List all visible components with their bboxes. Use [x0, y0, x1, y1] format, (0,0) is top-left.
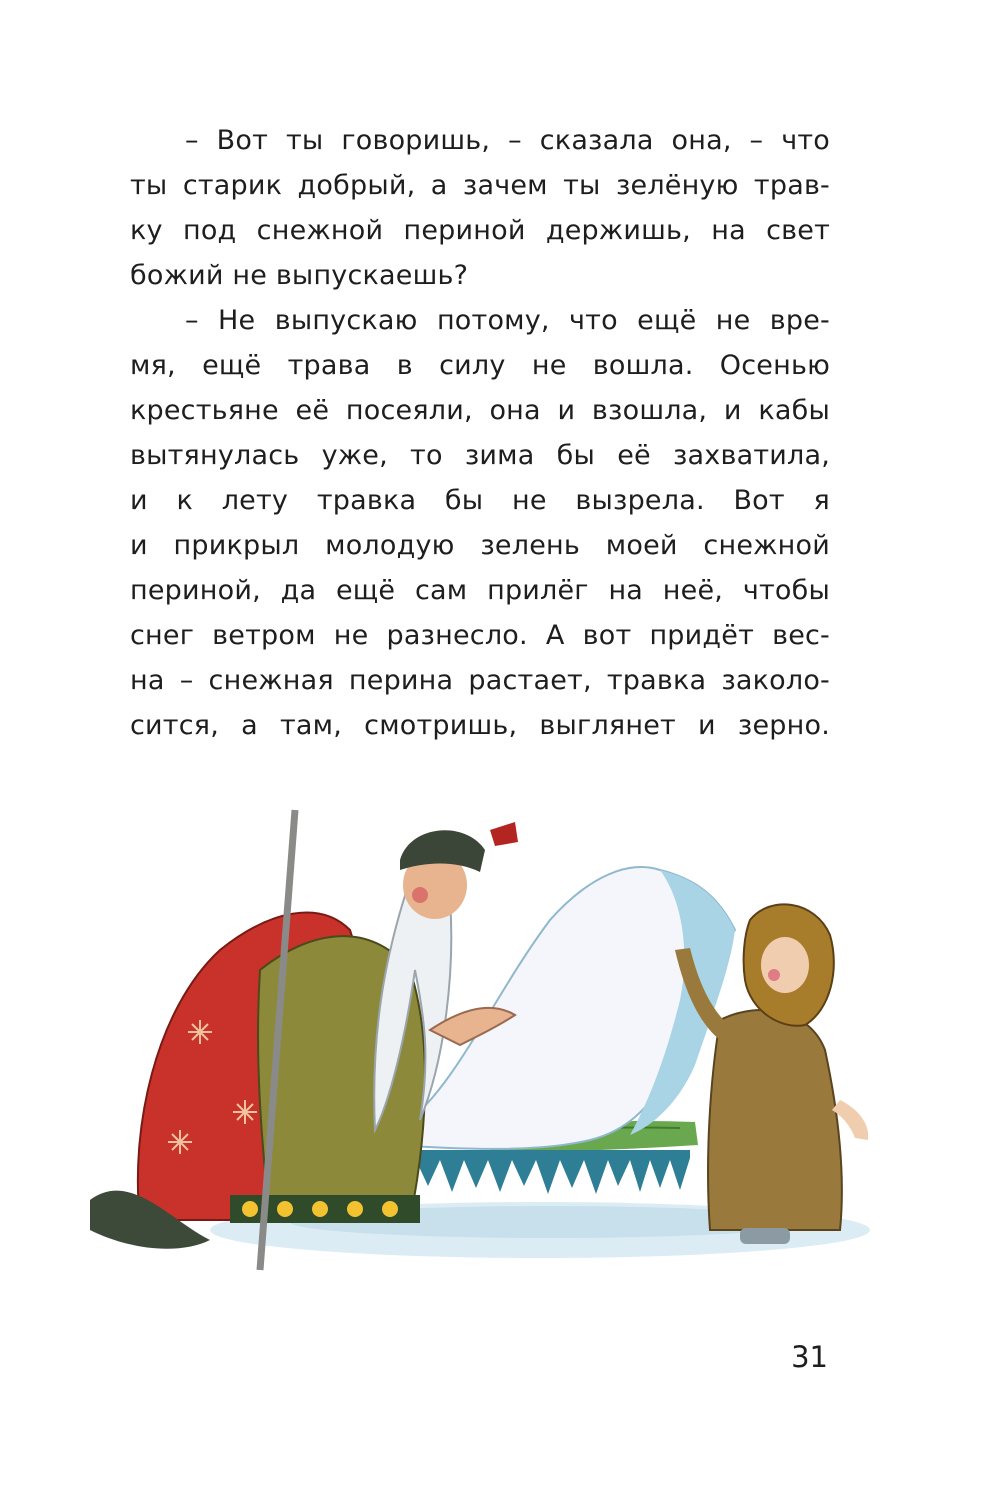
old-man-cheek: [412, 887, 428, 903]
text-line: – Не выпускаю потому, что ещё не вре-: [185, 305, 830, 336]
story-illustration: [70, 800, 890, 1290]
text-line: мя, ещё трава в силу не вошла. Осенью: [130, 350, 830, 381]
text-line: божий не выпускаешь?: [130, 260, 469, 291]
text-line: снег ветром не разнесло. А вот придёт вес-: [130, 620, 830, 651]
page-number: 31: [791, 1340, 828, 1374]
text-line: и прикрыл молодую зелень моей снежной: [130, 530, 830, 561]
text-line: ты старик добрый, а зачем ты зелёную трав-: [130, 170, 830, 201]
girl-cheek: [768, 969, 780, 981]
girl-boots: [740, 1228, 790, 1244]
hat-top: [490, 822, 518, 846]
girl-face: [761, 937, 809, 993]
text-line: и к лету травка бы не вызрела. Вот я: [130, 485, 830, 516]
icicles: [400, 1150, 690, 1194]
text-line: на – снежная перина растает, травка заколо-: [130, 665, 830, 696]
girl-coat: [708, 1010, 842, 1230]
text-block: [130, 118, 830, 748]
text-line: – Вот ты говоришь, – сказала она, – что: [185, 125, 830, 156]
text-line: ку под снежной периной держишь, на свет: [130, 215, 830, 246]
text-line: периной, да ещё сам прилёг на неё, чтобы: [130, 575, 830, 606]
text-line: сится, а там, смотришь, выглянет и зерно.: [130, 710, 830, 741]
text-line: вытянулась уже, то зима бы её захватила,: [130, 440, 830, 471]
text-line: крестьяне её посеяли, она и взошла, и кабы: [130, 395, 830, 426]
